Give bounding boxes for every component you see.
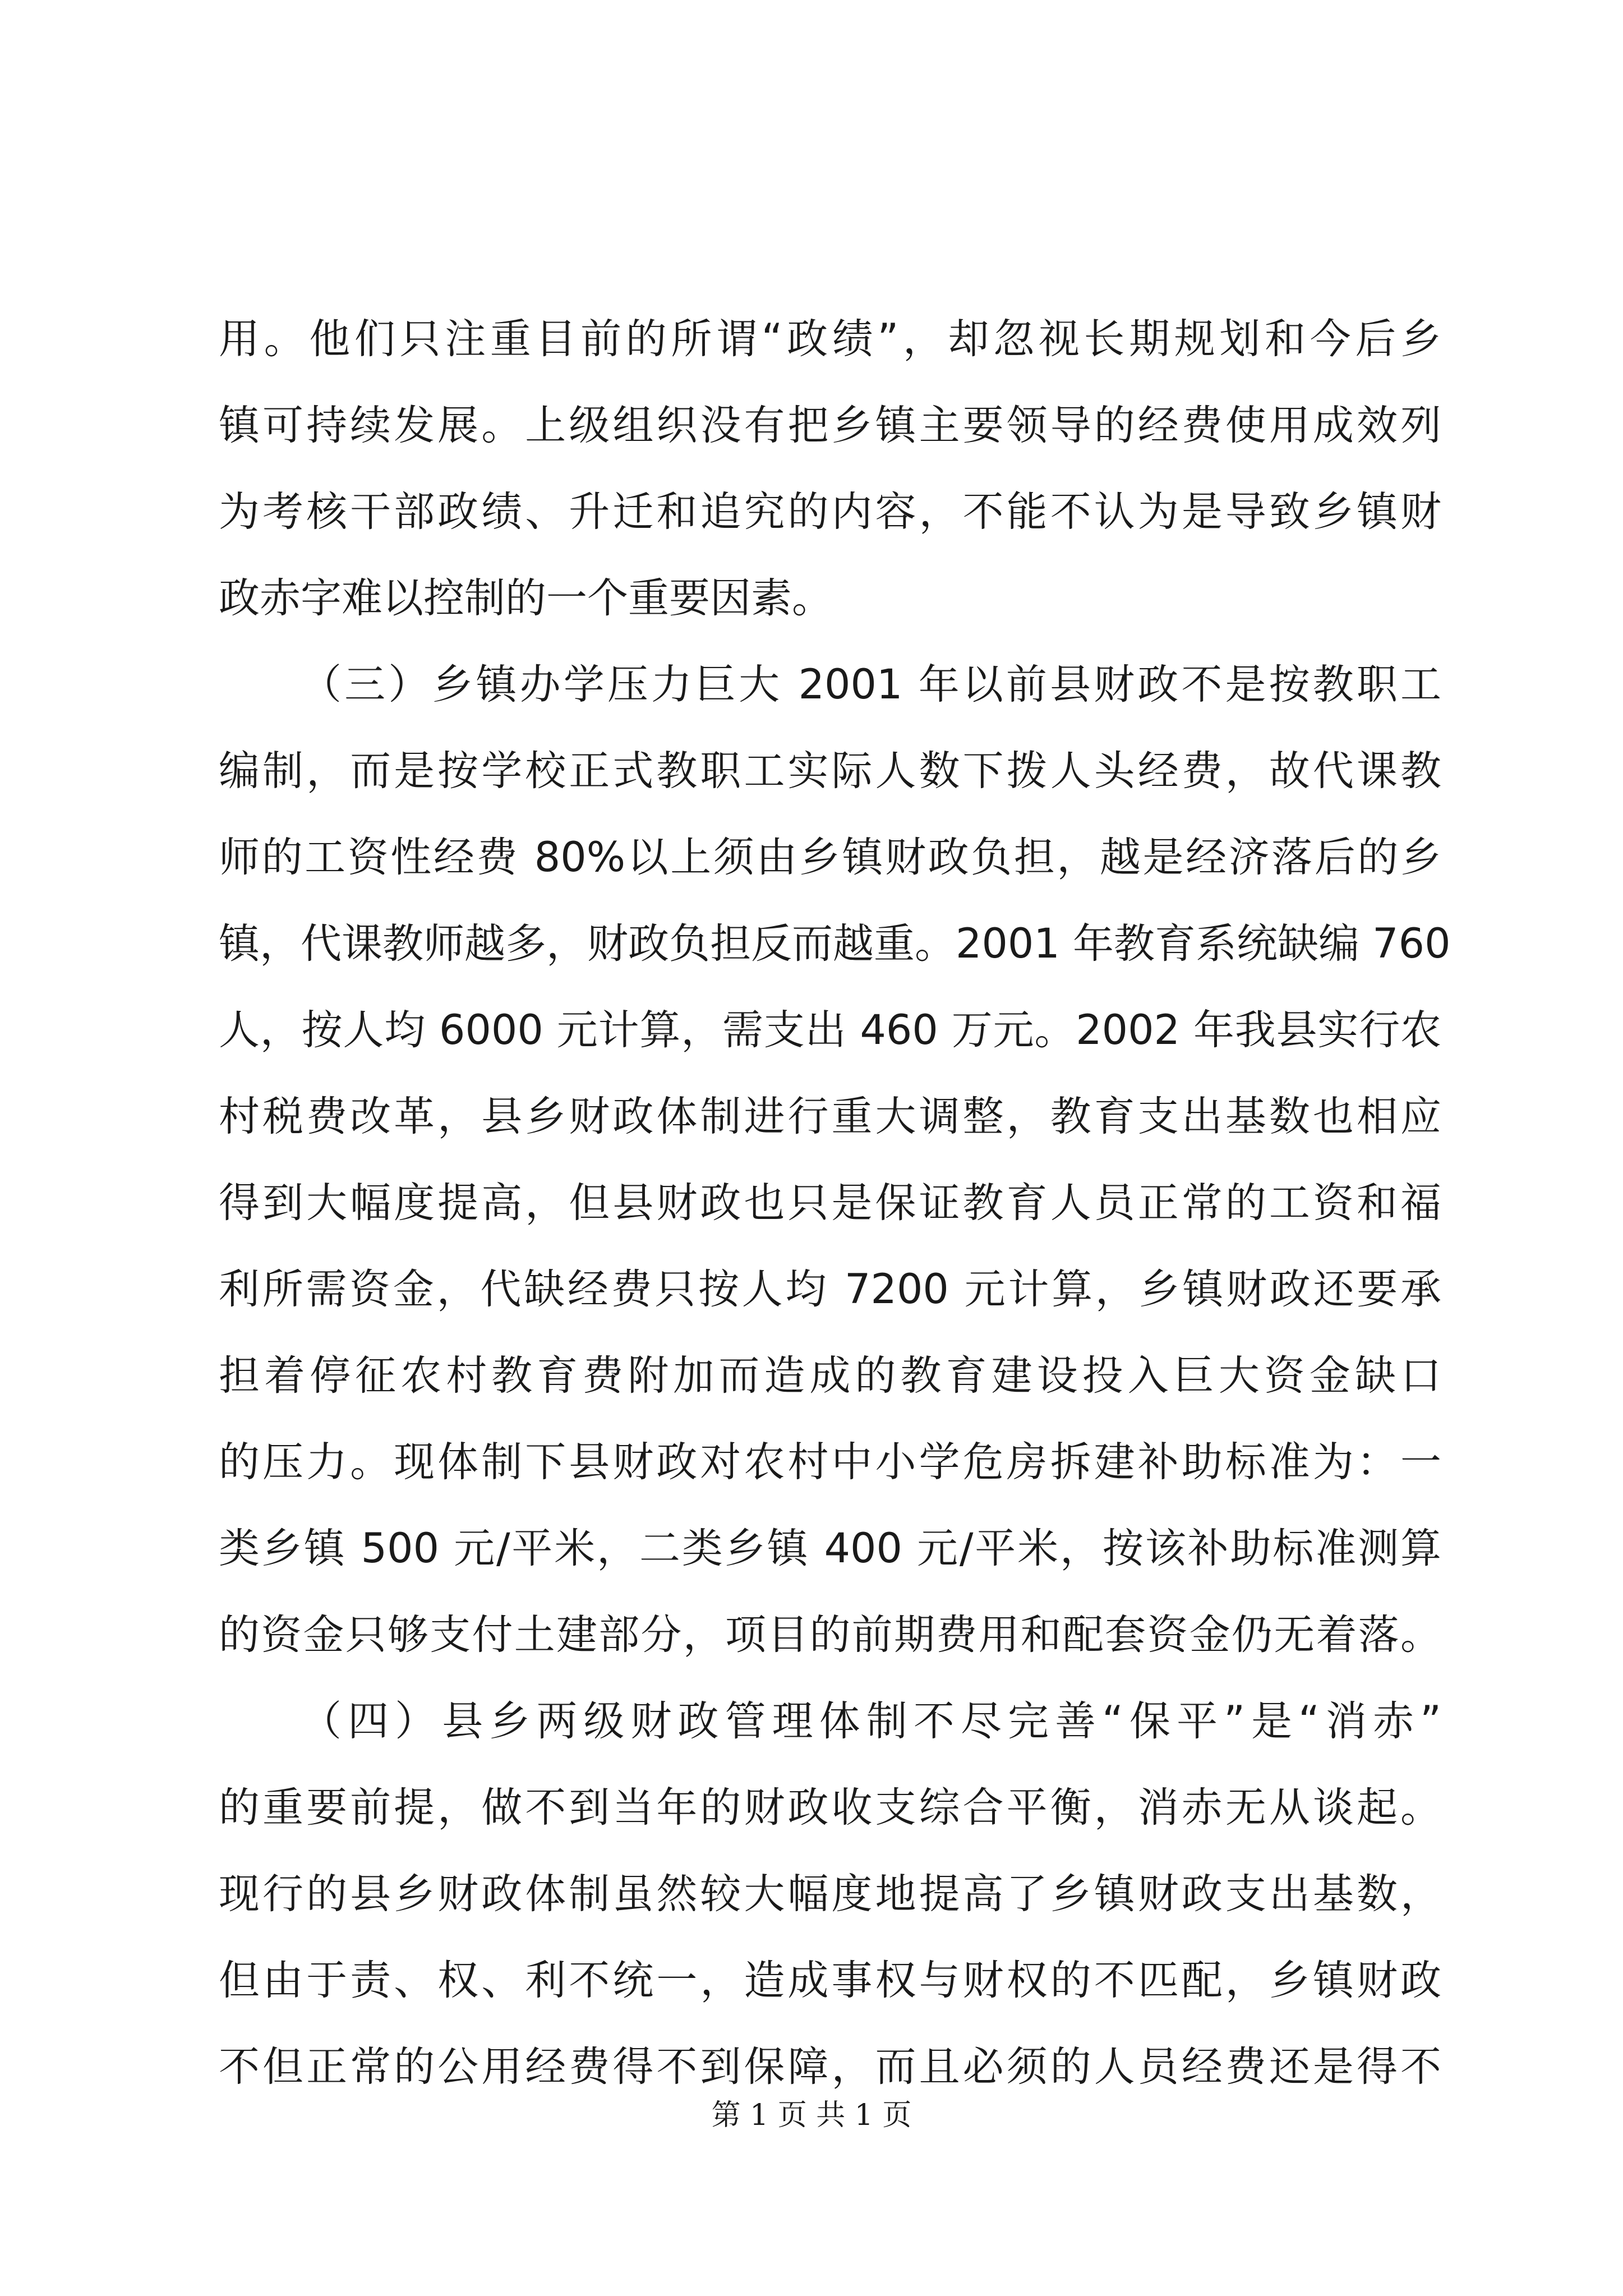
text-line: 师的工资性经费 80%以上须由乡镇财政负担，越是经济落后的乡	[219, 834, 1441, 881]
page-number-footer: 第 1 页 共 1 页	[711, 2099, 912, 2132]
text-line: 利所需资金，代缺经费只按人均 7200 元计算，乡镇财政还要承	[219, 1266, 1441, 1313]
text-line: 的重要前提，做不到当年的财政收支综合平衡，消赤无从谈起。	[219, 1784, 1441, 1832]
text-line: 镇可持续发展。上级组织没有把乡镇主要领导的经费使用成效列	[219, 402, 1441, 449]
text-line: 镇，代课教师越多，财政负担反而越重。2001 年教育系统缺编 760	[219, 920, 1451, 968]
document-body	[219, 296, 1451, 2110]
text-line: 的压力。现体制下县财政对农村中小学危房拆建补助标准为：一	[219, 1438, 1441, 1486]
text-line: 编制，而是按学校正式教职工实际人数下拨人头经费，故代课教	[219, 747, 1441, 795]
text-line: 为考核干部政绩、升迁和追究的内容，不能不认为是导致乡镇财	[219, 488, 1441, 536]
text-line: 政赤字难以控制的一个重要因素。	[219, 574, 833, 622]
text-line: 类乡镇 500 元/平米，二类乡镇 400 元/平米，按该补助标准测算	[219, 1525, 1441, 1572]
text-line: 担着停征农村教育费附加而造成的教育建设投入巨大资金缺口	[219, 1352, 1441, 1400]
text-line: 现行的县乡财政体制虽然较大幅度地提高了乡镇财政支出基数，	[219, 1870, 1441, 1918]
text-line: 但由于责、权、利不统一，造成事权与财权的不匹配，乡镇财政	[219, 1957, 1441, 2004]
section-heading-line: （三）乡镇办学压力巨大 2001 年以前县财政不是按教职工	[301, 661, 1441, 708]
section-heading-line: （四）县乡两级财政管理体制不尽完善“保平”是“消赤”	[301, 1697, 1441, 1745]
text-line: 的资金只够支付土建部分，项目的前期费用和配套资金仍无着落。	[219, 1611, 1441, 1659]
text-line: 人，按人均 6000 元计算，需支出 460 万元。2002 年我县实行农	[219, 1006, 1441, 1054]
text-line: 用。他们只注重目前的所谓“政绩”，却忽视长期规划和今后乡	[219, 315, 1441, 363]
text-line: 得到大幅度提高，但县财政也只是保证教育人员正常的工资和福	[219, 1179, 1441, 1227]
text-line: 村税费改革，县乡财政体制进行重大调整，教育支出基数也相应	[219, 1093, 1441, 1140]
text-line: 不但正常的公用经费得不到保障，而且必须的人员经费还是得不	[219, 2043, 1441, 2091]
